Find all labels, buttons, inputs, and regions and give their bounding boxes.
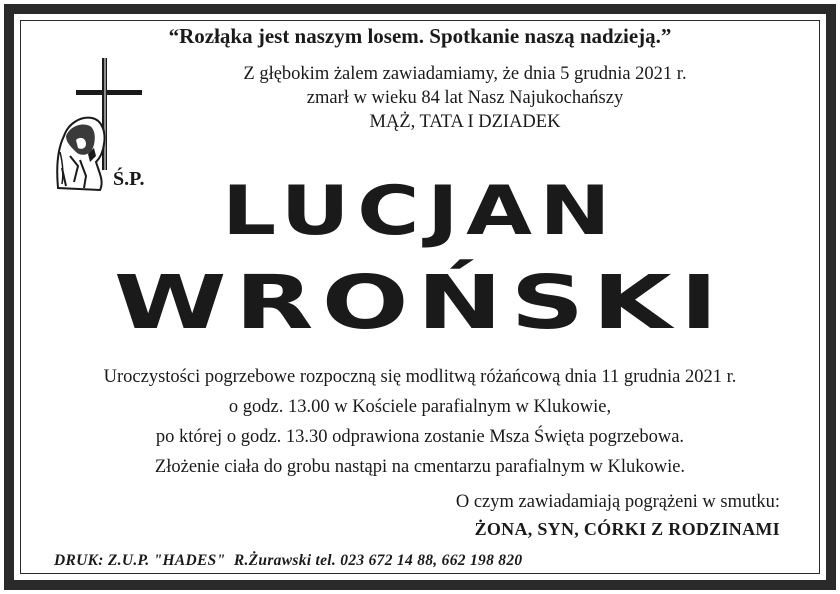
ceremony-line-church: o godz. 13.00 w Kościele parafialnym w Klukowie,	[228, 397, 612, 417]
ceremony-line-burial: Złożenie ciała do grobu nastąpi na cmentarzu parafialnym w Klukowie.	[154, 457, 686, 477]
intro-line-age: zmarł w wieku 84 lat Nasz Najukochańszy	[306, 88, 624, 108]
printer-credit: DRUK: Z.U.P. "HADES" R.Żurawski tel. 023 672 14 88, 662 198 820	[54, 552, 523, 569]
ceremony-line-rosary: Uroczystości pogrzebowe rozpoczną się modlitwą różańcową dnia 11 grudnia 2021 r.	[103, 367, 737, 387]
family-signature: ŻONA, SYN, CÓRKI Z RODZINAMI	[474, 519, 780, 539]
funeral-details	[40, 362, 800, 482]
intro-line-roles: MĄŻ, TATA I DZIADEK	[369, 112, 561, 132]
intro-line-date: Z głębokim żalem zawiadamiamy, że dnia 5 grudnia 2021 r.	[243, 64, 687, 84]
late-prefix: Ś.P.	[113, 168, 145, 190]
deceased-first-name: LUCJAN	[221, 172, 619, 251]
ceremony-line-mass: po której o godz. 13.30 odprawiona zostanie Msza Święta pogrzebowa.	[155, 427, 685, 447]
announcement-intro	[170, 62, 760, 134]
epitaph-quote: “Rozłąka jest naszym losem. Spotkanie naszą nadzieją.”	[168, 24, 672, 48]
deceased-last-name: WROŃSKI	[113, 260, 727, 346]
mourners-line: O czym zawiadamiają pogrążeni w smutku:	[455, 492, 780, 512]
